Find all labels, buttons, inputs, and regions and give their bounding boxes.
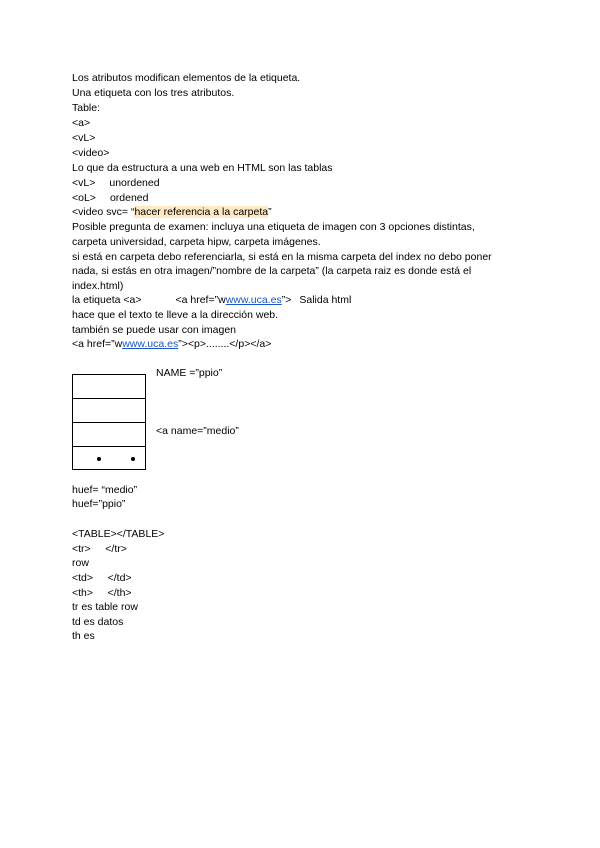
note-line: Los atributos modifican elementos de la etiqueta.	[72, 72, 301, 84]
table-note-line: th es	[72, 630, 95, 642]
image-anchor-line	[72, 337, 271, 351]
table-note-line	[72, 586, 132, 600]
video-prefix: <video svc= “	[72, 206, 135, 218]
tag-text: <oL>	[72, 192, 96, 204]
uca-link[interactable]: www.uca.es	[225, 294, 282, 306]
note-line: Table:	[72, 102, 101, 114]
list-type-vl	[72, 176, 160, 190]
table-note-text: <tr> </tr>	[72, 543, 127, 555]
note-line: Lo que da estructura a una web en HTML son las tablas	[72, 162, 333, 174]
video-suffix: ”	[268, 206, 272, 218]
anchor-line	[72, 293, 351, 307]
tag-label: unordened	[109, 177, 160, 189]
table-note-line: tr es table row	[72, 601, 138, 613]
exam-note-line: si está en carpeta debo referenciarla, si está en la misma carpeta del index no debo poner	[72, 251, 492, 263]
diagram-cell	[73, 447, 145, 471]
exam-note-line: index.html)	[72, 280, 124, 292]
diagram-cell	[73, 423, 145, 447]
table-note-line	[72, 542, 127, 556]
anchor-output: Salida html	[299, 294, 352, 306]
list-type-ol	[72, 191, 149, 205]
anchor-label: la etiqueta <a>	[72, 294, 142, 306]
anchor-note-line: también se puede usar con imagen	[72, 324, 237, 336]
anchor-note-line: hace que el texto te lleve a la dirección web.	[72, 309, 279, 321]
exam-note-line: Posible pregunta de examen: incluya una etiqueta de imagen con 3 opciones distintas,	[72, 221, 475, 233]
note-line: <video>	[72, 147, 110, 159]
bullet-dot	[97, 457, 101, 461]
note-line: <vL>	[72, 132, 96, 144]
diagram-middle-label: <a name=”medio”	[156, 425, 239, 437]
exam-note-line: carpeta universidad, carpeta hipw, carpeta imágenes.	[72, 236, 321, 248]
anchor-code-prefix: <a href=”w	[175, 294, 226, 306]
anchor-code-suffix: ”>	[281, 294, 292, 306]
diagram-cell	[73, 375, 145, 399]
note-line: Una etiqueta con los tres atributos.	[72, 87, 235, 99]
page-sections-diagram	[72, 374, 146, 470]
tag-label: ordened	[109, 192, 149, 204]
image-anchor-prefix: <a href=”w	[72, 338, 123, 350]
image-anchor-suffix: ”><p>........</p></a>	[178, 338, 272, 350]
uca-link[interactable]: www.uca.es	[122, 338, 179, 350]
table-note-line: td es datos	[72, 616, 124, 628]
highlighted-text: hacer referencia a la carpeta	[134, 206, 269, 218]
table-note-line	[72, 571, 132, 585]
bullet-dot	[131, 457, 135, 461]
diagram-top-label: NAME =”ppio”	[156, 367, 223, 379]
href-note-line: huef=”ppio”	[72, 498, 126, 510]
diagram-cell	[73, 399, 145, 423]
exam-note-line: nada, si estás en otra imagen/”nombre de la carpeta” (la carpeta raiz es donde está el	[72, 265, 472, 277]
table-note-text: <td> </td>	[72, 572, 132, 584]
tag-text: <vL>	[72, 177, 96, 189]
note-line: <a>	[72, 117, 91, 129]
table-note-line: <TABLE></TABLE>	[72, 528, 165, 540]
href-note-line: huef= “medio”	[72, 484, 138, 496]
video-line	[72, 205, 272, 219]
table-note-line: row	[72, 557, 89, 569]
table-note-text: <th> </th>	[72, 587, 132, 599]
